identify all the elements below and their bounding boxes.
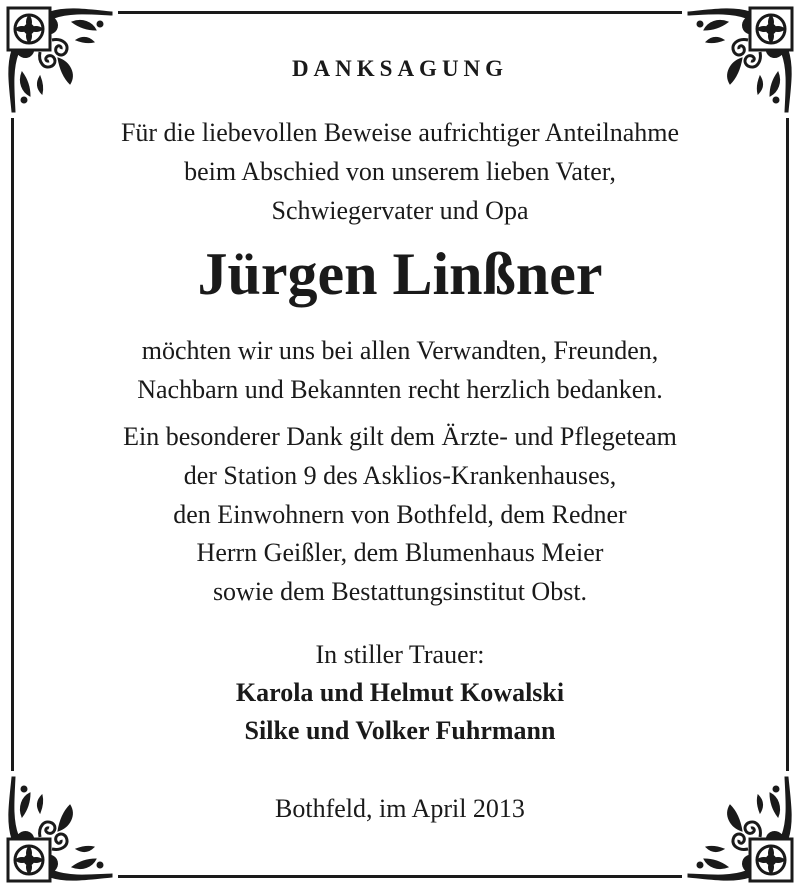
corner-ornament-icon	[680, 769, 800, 889]
deceased-name: Jürgen Linßner	[197, 241, 603, 307]
thanks-line: Ein besonderer Dank gilt dem Ärzte- und Pflegeteam	[123, 422, 677, 451]
signatory: Silke und Volker Fuhrmann	[244, 716, 556, 745]
thanks-line: möchten wir uns bei allen Verwandten, Freunden,	[141, 336, 659, 365]
intro-line: Schwiegervater und Opa	[271, 196, 529, 225]
thanks-line: Herrn Geißler, dem Blumenhaus Meier	[196, 538, 604, 567]
border-bottom	[118, 875, 682, 878]
thanks-line: der Station 9 des Asklios-Krankenhauses,	[183, 461, 617, 490]
place-date: Bothfeld, im April 2013	[275, 794, 525, 823]
thanks-line: Nachbarn und Bekannten recht herzlich bedanken.	[137, 375, 663, 404]
thanks-line: den Einwohnern von Bothfeld, dem Redner	[173, 500, 627, 529]
mourning-label: In stiller Trauer:	[315, 640, 485, 669]
intro-line: Für die liebevollen Beweise aufrichtiger Anteilnahme	[120, 118, 680, 147]
border-left	[11, 118, 14, 771]
corner-ornament-icon	[0, 769, 120, 889]
intro-line: beim Abschied von unserem lieben Vater,	[184, 157, 616, 186]
signatory: Karola und Helmut Kowalski	[235, 678, 565, 707]
notice-heading: DANKSAGUNG	[291, 56, 509, 81]
border-right	[786, 118, 789, 771]
thanks-line: sowie dem Bestattungsinstitut Obst.	[212, 577, 588, 606]
border-top	[118, 11, 682, 14]
